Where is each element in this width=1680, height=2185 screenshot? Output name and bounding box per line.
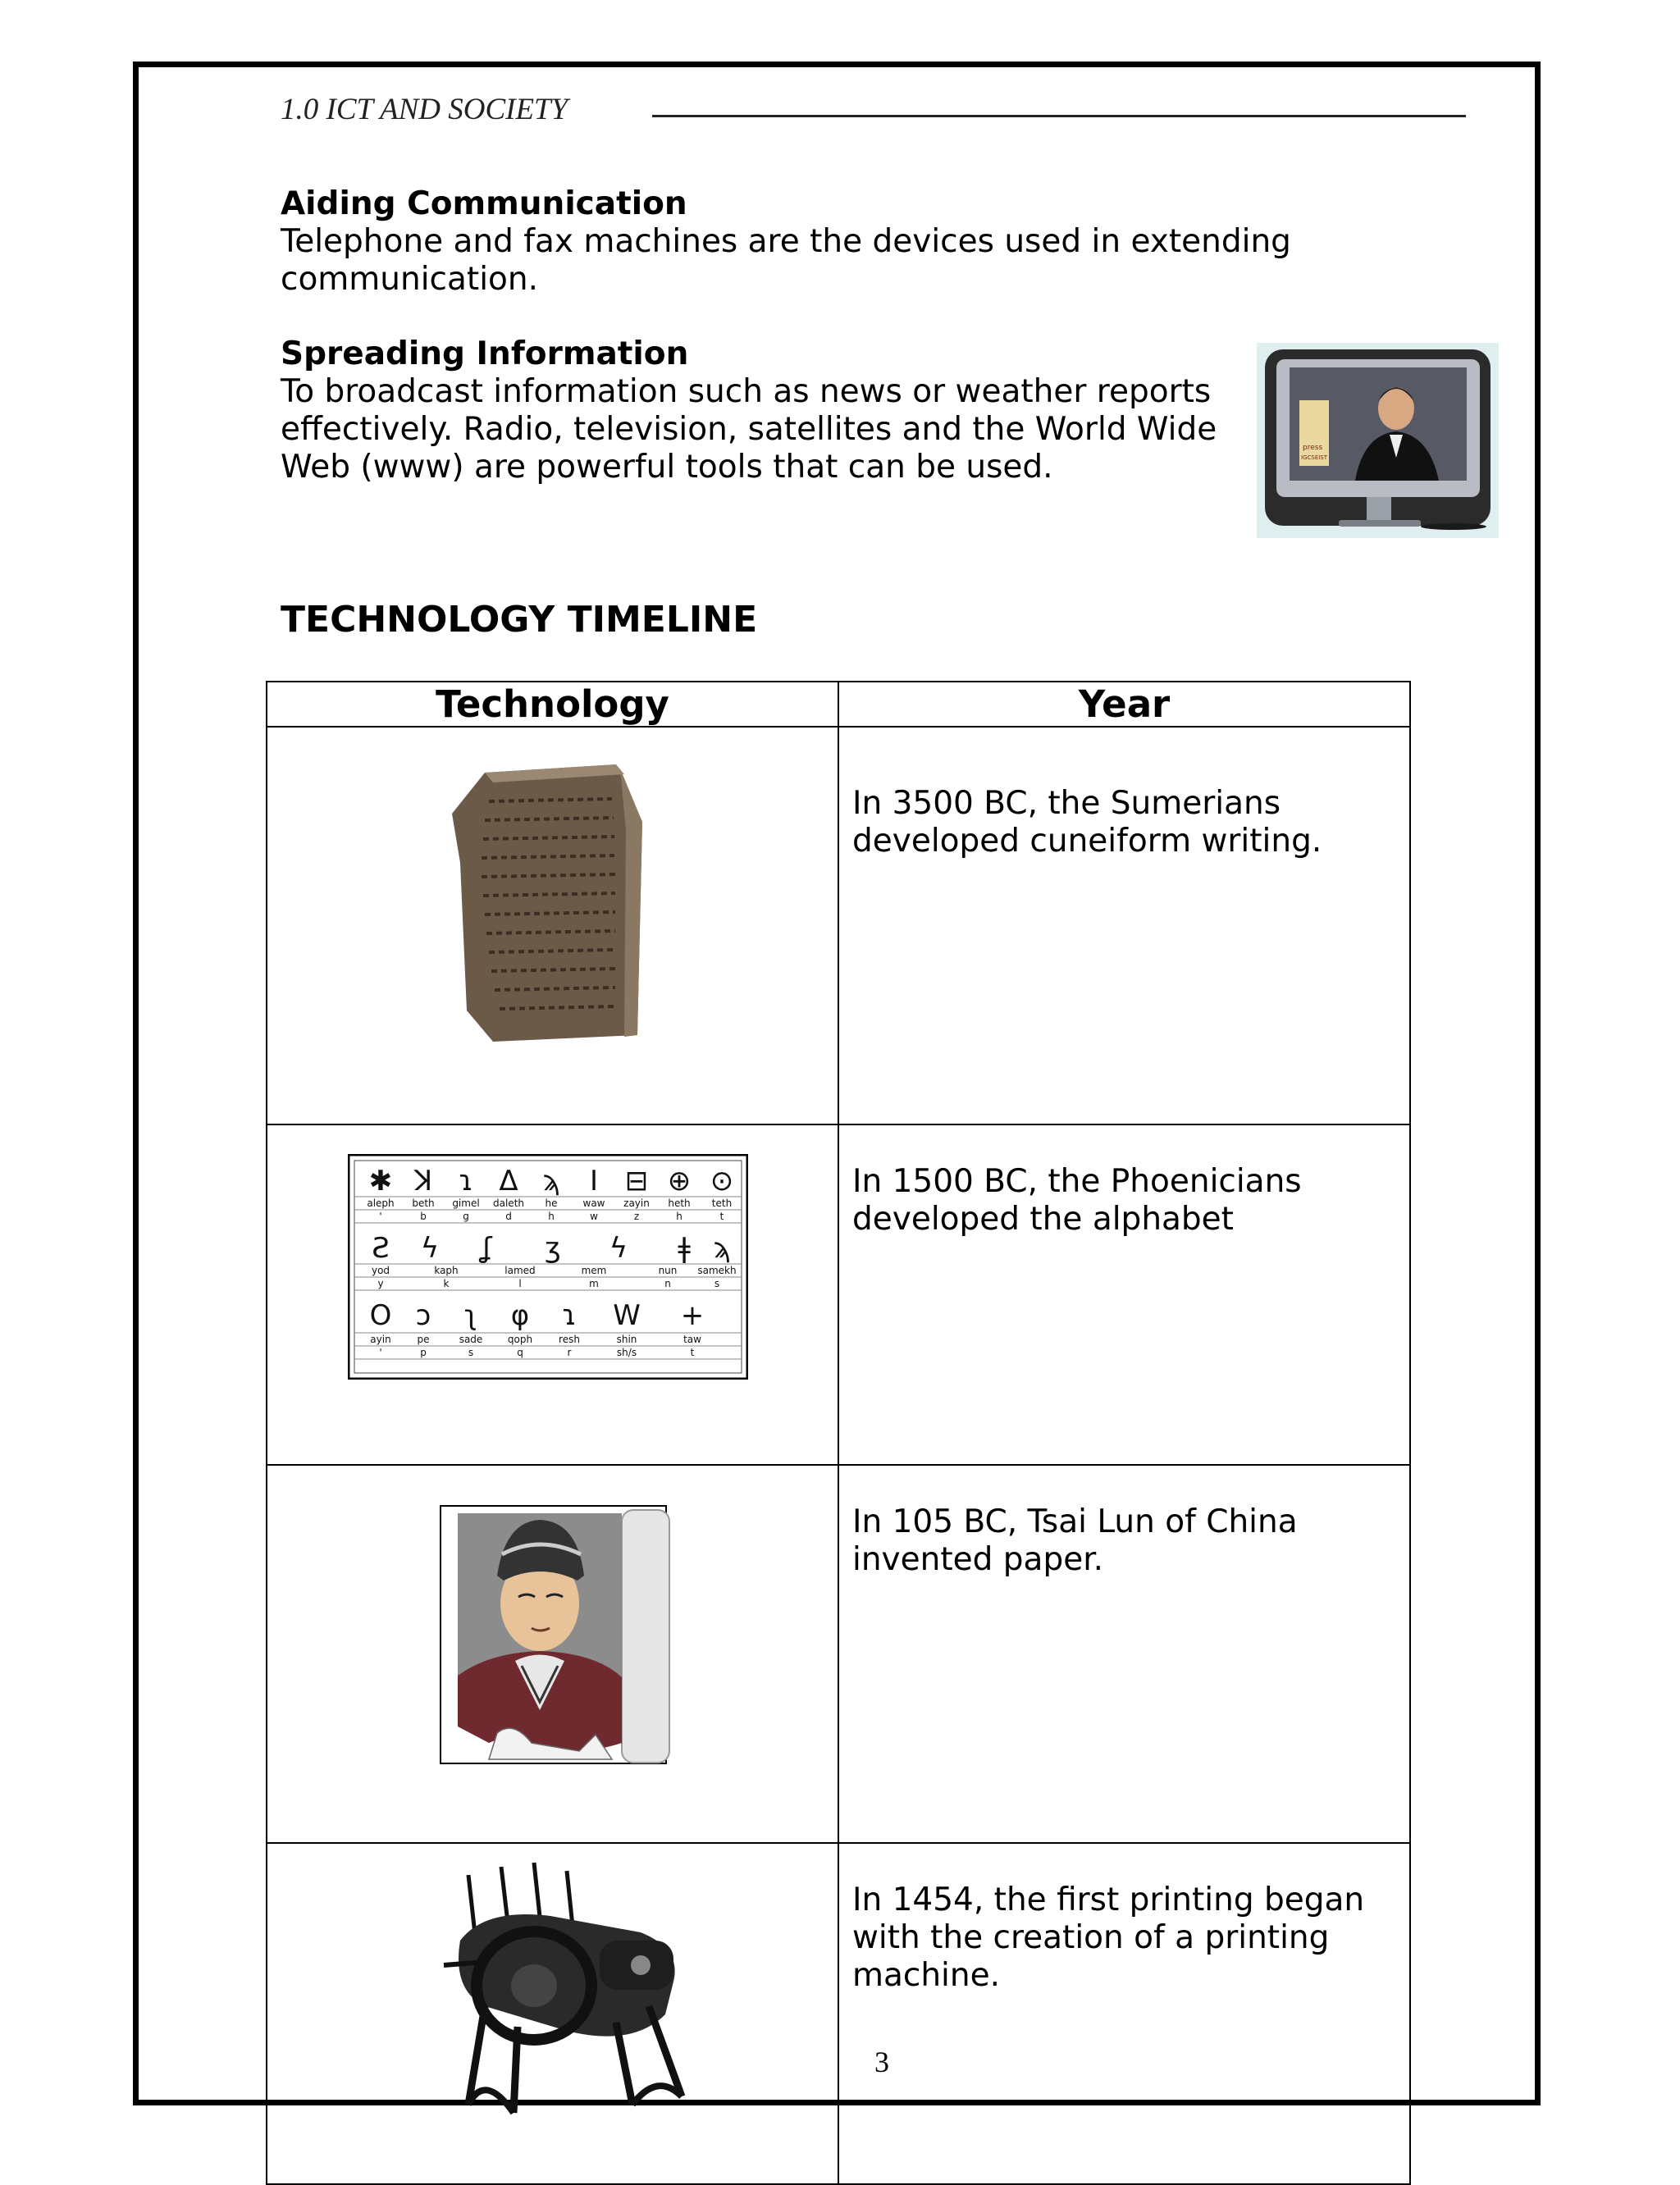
svg-text:ɿ: ɿ [458, 1165, 474, 1197]
column-header-technology: Technology [267, 682, 838, 727]
svg-text:ϡ: ϡ [542, 1165, 560, 1197]
svg-text:φ: φ [510, 1299, 530, 1332]
alphabet-letter-value: h [548, 1211, 555, 1222]
table-header-row [267, 682, 1410, 727]
alphabet-letter-value: k [443, 1278, 450, 1289]
alphabet-letter-name: aleph [367, 1197, 395, 1209]
phoenician-alphabet-chart-icon [348, 1154, 748, 1380]
alphabet-letter-name: heth [668, 1197, 691, 1209]
television-icon [1257, 343, 1499, 538]
alphabet-letter-name: kaph [434, 1265, 459, 1276]
alphabet-letter-value: g [463, 1211, 469, 1222]
alphabet-letter-value: q [517, 1347, 523, 1358]
alphabet-letter-value: y [377, 1278, 384, 1289]
section-heading: Spreading Information [281, 335, 689, 372]
alphabet-letter-value: d [505, 1211, 512, 1222]
alphabet-letter-value: s [714, 1278, 720, 1289]
year-cell [838, 1465, 1410, 1843]
year-line: In 1454, the first printing began [852, 1882, 1365, 1918]
table-row [267, 1465, 1410, 1843]
section-body-line: effectively. Radio, television, satellites and the World Wide [281, 411, 1217, 448]
year-line: developed the alphabet [852, 1201, 1234, 1238]
svg-text:ꓘ: ꓘ [413, 1165, 433, 1197]
alphabet-letter-value: p [420, 1347, 427, 1358]
alphabet-letter-name: daleth [493, 1197, 524, 1209]
svg-text:ϟ: ϟ [609, 1232, 628, 1265]
alphabet-letter-name: mem [581, 1265, 607, 1276]
timeline-title: TECHNOLOGY TIMELINE [281, 599, 758, 641]
svg-text:Ƨ: Ƨ [372, 1232, 390, 1265]
alphabet-letter-value: z [633, 1211, 640, 1222]
alphabet-letter-name: zayin [623, 1197, 650, 1209]
printing-press-icon [436, 1859, 698, 2119]
column-header-year: Year [838, 682, 1410, 727]
svg-text:ʅ: ʅ [464, 1299, 477, 1332]
alphabet-letter-value: w [590, 1211, 598, 1222]
television-image [1257, 343, 1499, 538]
aiding-communication-section [281, 185, 1347, 299]
technology-cell [267, 1465, 838, 1843]
alphabet-letter-name: teth [711, 1197, 733, 1209]
section-body-line: Telephone and fax machines are the devices used in extending [281, 223, 1291, 260]
svg-text:ϟ: ϟ [420, 1232, 440, 1265]
svg-text:ǂ: ǂ [678, 1232, 691, 1265]
alphabet-letter-name: qoph [507, 1334, 533, 1345]
svg-text:O: O [369, 1299, 392, 1332]
technology-cell [267, 1843, 838, 2184]
alphabet-letter-value: m [589, 1278, 599, 1289]
alphabet-letter-name: waw [582, 1197, 605, 1209]
year-line: with the creation of a printing [852, 1919, 1330, 1956]
alphabet-letter-value: ' [379, 1211, 382, 1222]
alphabet-letter-name: shin [616, 1334, 637, 1345]
tv-caption-text: IGCSEIST [1301, 454, 1328, 461]
header-rule [652, 115, 1466, 117]
alphabet-letter-value: b [420, 1211, 427, 1222]
alphabet-letter-value: sh/s [616, 1347, 637, 1358]
alphabet-letter-value: s [468, 1347, 474, 1358]
section-body-line: Web (www) are powerful tools that can be used. [281, 449, 1053, 486]
technology-cell [267, 1124, 838, 1465]
table-row [267, 727, 1410, 1124]
chapter-header: 1.0 ICT AND SOCIETY [281, 93, 568, 126]
tv-caption-text: press [1303, 444, 1323, 452]
svg-text:⊟: ⊟ [624, 1165, 649, 1197]
alphabet-letter-value: t [690, 1347, 695, 1358]
alphabet-letter-value: h [676, 1211, 682, 1222]
year-line: In 105 BC, Tsai Lun of China [852, 1503, 1298, 1540]
year-cell [838, 727, 1410, 1124]
alphabet-letter-name: sade [459, 1334, 483, 1345]
svg-text:I: I [589, 1165, 599, 1197]
alphabet-letter-name: ayin [370, 1334, 391, 1345]
year-line: machine. [852, 1957, 1000, 1994]
year-line: developed cuneiform writing. [852, 823, 1322, 860]
svg-text:+: + [680, 1299, 705, 1332]
section-body-line: communication. [281, 261, 538, 298]
alphabet-letter-name: resh [559, 1334, 580, 1345]
section-heading: Aiding Communication [281, 185, 687, 222]
alphabet-letter-value: t [719, 1211, 724, 1222]
svg-text:⊕: ⊕ [667, 1165, 692, 1197]
alphabet-letter-name: taw [683, 1334, 701, 1345]
alphabet-letter-name: gimel [452, 1197, 480, 1209]
spreading-information-section [281, 335, 1249, 486]
timeline-table [266, 681, 1411, 2185]
svg-text:Δ: Δ [499, 1165, 518, 1197]
table-row [267, 1124, 1410, 1465]
year-line: In 3500 BC, the Sumerians [852, 785, 1281, 822]
alphabet-letter-name: yod [371, 1265, 390, 1276]
technology-cell [267, 727, 838, 1124]
svg-text:ɿ: ɿ [561, 1299, 578, 1332]
alphabet-letter-name: pe [417, 1334, 430, 1345]
page-number: 3 [874, 2046, 889, 2078]
alphabet-letter-name: nun [658, 1265, 678, 1276]
svg-text:W: W [613, 1299, 641, 1332]
year-cell [838, 1124, 1410, 1465]
alphabet-letter-value: ' [379, 1347, 382, 1358]
svg-text:ϡ: ϡ [713, 1232, 731, 1265]
alphabet-letter-value: n [664, 1278, 671, 1289]
year-line: invented paper. [852, 1541, 1104, 1578]
svg-text:⊙: ⊙ [710, 1165, 734, 1197]
alphabet-letter-value: r [567, 1347, 572, 1358]
cuneiform-tablet-icon [452, 764, 649, 1043]
alphabet-letter-name: he [545, 1197, 558, 1209]
svg-text:ɔ: ɔ [415, 1299, 431, 1332]
year-line: In 1500 BC, the Phoenicians [852, 1163, 1302, 1200]
tsai-lun-portrait-icon [440, 1505, 673, 1766]
svg-text:ʆ: ʆ [482, 1232, 492, 1265]
alphabet-letter-value: l [518, 1278, 522, 1289]
year-cell [838, 1843, 1410, 2184]
alphabet-letter-name: beth [412, 1197, 435, 1209]
alphabet-letter-name: samekh [697, 1265, 737, 1276]
table-row [267, 1843, 1410, 2184]
svg-text:✱: ✱ [368, 1165, 393, 1197]
svg-text:ʒ: ʒ [545, 1232, 561, 1265]
section-body-line: To broadcast information such as news or weather reports [281, 373, 1212, 410]
alphabet-letter-name: lamed [504, 1265, 536, 1276]
